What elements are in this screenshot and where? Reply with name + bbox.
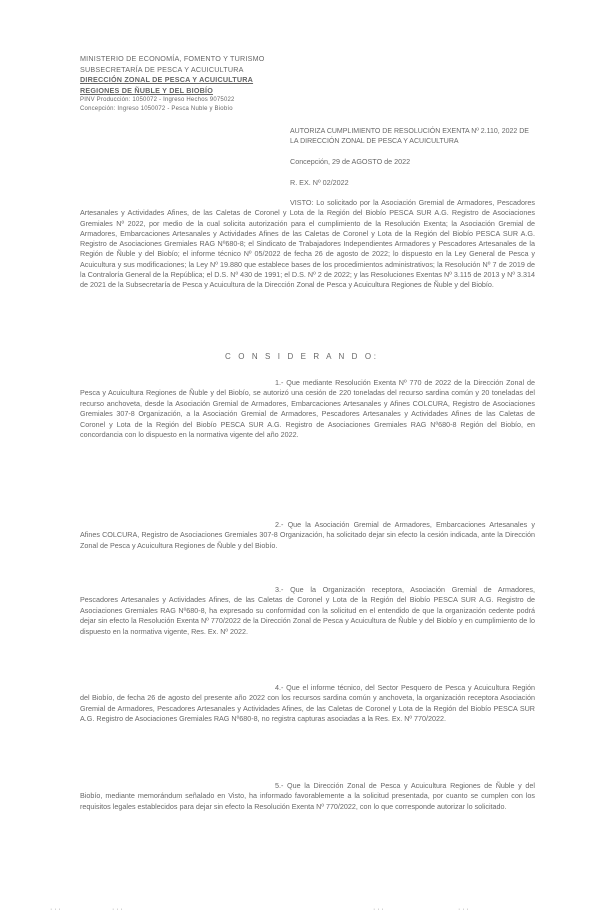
letterhead (80, 54, 320, 113)
paragraph-number: 4.- (275, 683, 284, 692)
considerando-paragraph-2 (80, 520, 535, 551)
letterhead-direction: DIRECCIÓN ZONAL DE PESCA Y ACUICULTURA (80, 75, 254, 84)
paragraph-text: Que la Organización receptora, Asociación Gremial de Armadores, Pescadores Artesanales y Actividades Afines, de las Caletas de Coronel y Lota de la Región del Biobío PESCA SUR A.G. Registro de Asociaciones Gremiales RAG Nº680-8, ha expresado su conformidad con la solicitud en el entendido de que la organización cedente podrá dejar sin efecto la Resolución Exenta Nº 770/2022 de la Dirección Zonal de Pesca y Acuicultura de Ñuble y del Biobío y en cumplimiento de lo dispuesto en la normativa vigente, Res. Ex. Nº 2022. (80, 585, 535, 636)
letterhead-ref-2: Concepción: Ingreso 1050072 - Pesca Ñuble y Biobío (80, 105, 233, 112)
footer-mark-2: · · · (112, 906, 123, 913)
resolution-number: R. EX. Nº 02/2022 (290, 178, 349, 187)
paragraph-number: 2.- (275, 520, 284, 529)
paragraph-text: Que la Asociación Gremial de Armadores, Embarcaciones Artesanales y Afines COLCURA, Registro de Asociaciones Gremiales 307-8 Organización, ha solicitado dejar sin efecto la cesión indicada, ante la Dirección Zonal de Pesca y Acuicultura Regiones de Ñuble y del Biobío. (80, 520, 535, 550)
footer-mark-4: · · · (458, 906, 469, 913)
paragraph-text: Que el informe técnico, del Sector Pesquero de Pesca y Acuicultura Región del Biobío, de fecha 26 de agosto del presente año 2022 con los recursos sardina común y anchoveta, la organización receptora Asociación Gremial de Armadores, Pescadores Artesanales y Actividades Afines, de las Caletas de Coronel y Lota de la Región del Biobío PESCA SUR A.G. Registro de Asociaciones Gremiales RAG Nº680-8, no registra capturas asociadas a la Res. Ex. Nº 770/2022. (80, 683, 536, 724)
considerando-paragraph-1 (80, 378, 535, 440)
considerando-paragraph-4 (80, 683, 535, 725)
visto-paragraph: VISTO: Lo solicitado por la Asociación Gremial de Armadores, Pescadores Artesanales y Actividades Afines, de las Caletas de Coronel y Lota de la Región del Biobío PESCA SUR A.G. Registro de Asociaciones Gremiales Nº 2022, por medio de la cual solicita autorización para el cumplimiento de la Resolución Exenta; la Asociación Gremial de Armadores, Embarcaciones Artesanales y Actividades Afines de las Caletas de Coronel y Lota de la Región del Biobío PESCA SUR A.G. Registro de Asociaciones Gremiales RAG Nº680-8; el Sindicato de Trabajadores Independientes Armadores y Pescadores Artesanales de la Región de Ñuble y del Biobío; el informe técnico Nº 05/2022 de fecha 26 de agosto de 2022; lo dispuesto en la Ley General de Pesca y Acuicultura y sus modificaciones; la Ley Nº 19.880 que establece bases de los procedimientos administrativos; la Resolución Nº 7 de 2019 de la Contraloría General de la República; el D.S. Nº 430 de 1991; el D.S. Nº 2 de 2022; y las Resoluciones Exentas Nº 3.115 de 2013 y Nº 3.314 de 2021 de la Subsecretaría de Pesca y Acuicultura de la Dirección Zonal de Pesca y Acuicultura Regiones de Ñuble y del Biobío. (80, 198, 535, 290)
resolution-place-date: Concepción, 29 de AGOSTO de 2022 (290, 157, 411, 166)
footer-mark-1: · · · (50, 906, 61, 913)
resolution-title: AUTORIZA CUMPLIMIENTO DE RESOLUCIÓN EXENTA Nº 2.110, 2022 DE LA DIRECCIÓN ZONAL DE PESCA Y ACUICULTURA (290, 128, 529, 145)
paragraph-number: 1.- (275, 378, 284, 387)
letterhead-regions: REGIONES DE ÑUBLE Y DEL BIOBÍO (80, 85, 214, 95)
considerando-heading: C O N S I D E R A N D O: (225, 352, 379, 361)
considerando-paragraph-3 (80, 585, 535, 637)
considerando-paragraph-5 (80, 781, 535, 812)
letterhead-ministry: MINISTERIO DE ECONOMÍA, FOMENTO Y TURISMO (80, 54, 265, 63)
paragraph-number: 3.- (275, 585, 284, 594)
footer-mark-3: · · · (373, 906, 384, 913)
paragraph-text: Que mediante Resolución Exenta Nº 770 de 2022 de la Dirección Zonal de Pesca y Acuicultura Regiones de Ñuble y del Biobío, se autorizó una cesión de 220 toneladas del recurso sardina común y 20 toneladas del recurso anchoveta, desde la Asociación Gremial de Armadores, Embarcaciones Artesanales y Afines COLCURA, Registro de Asociaciones Gremiales 307-8 Organización, a la Asociación Gremial de Armadores, Pescadores Artesanales y Actividades Afines de las Caletas de Coronel y Lota de la Región del Biobío PESCA SUR A.G. Registro de Asociaciones Gremiales RAG Nº680-8 Región del Biobío, en concordancia con lo dispuesto en la normativa vigente del año 2022. (80, 378, 535, 440)
letterhead-ref-1: PINV Producción: 1050072 - Ingreso Hechos 9075022 (80, 97, 235, 103)
paragraph-text: Que la Dirección Zonal de Pesca y Acuicultura Regiones de Ñuble y del Biobío, mediante memorándum señalado en Visto, ha informado favorablemente a la solicitud presentada, por cuanto se cumplen con los requisitos legales establecidos para dejar sin efecto la Resolución Exenta Nº 770/2022, con lo que corresponde autorizar lo solicitado. (80, 781, 535, 811)
letterhead-subsecretary: SUBSECRETARÍA DE PESCA Y ACUICULTURA (80, 64, 244, 74)
paragraph-number: 5.- (275, 781, 284, 790)
